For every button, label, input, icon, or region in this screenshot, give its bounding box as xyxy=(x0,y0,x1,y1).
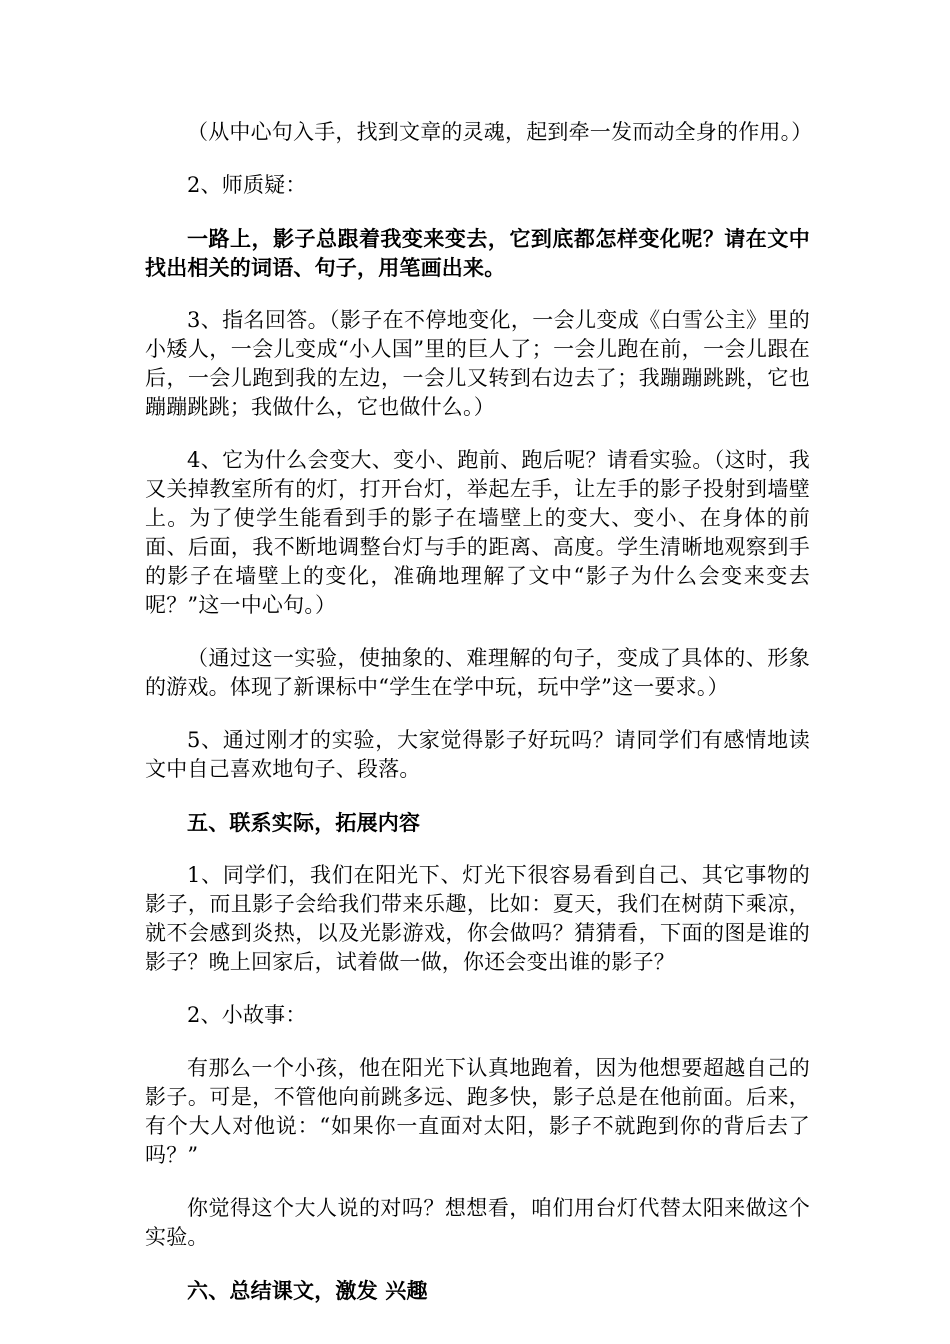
paragraph-shadow-fun: 1、同学们，我们在阳光下、灯光下很容易看到自己、其它事物的影子，而且影子会给我们带来乐趣，比如：夏天，我们在树荫下乘凉，就不会感到炎热，以及光影游戏，你会做吗？猜猜看，下面的图是谁的影子？晚上回家后，试着做一做，你还会变出谁的影子？ xyxy=(145,863,810,974)
paragraph-read-aloud: 5、通过刚才的实验，大家觉得影子好玩吗？请同学们有感情地读文中自己喜欢地句子、段落。 xyxy=(145,728,810,781)
paragraph-note-central-sentence: （从中心句入手，找到文章的灵魂，起到牵一发而动全身的作用。） xyxy=(187,120,813,144)
document-page xyxy=(145,118,813,1329)
section-heading-extend: 五、联系实际，拓展内容 xyxy=(187,810,421,835)
section-heading-summary: 六、总结课文，激发 兴趣 xyxy=(187,1278,428,1303)
paragraph-story: 有那么一个小孩，他在阳光下认真地跑着，因为他想要超越自己的影子。可是，不管他向前跳多远、跑多快，影子总是在他前面。后来，有个大人对他说：“如果你一直面对太阳，影子不就跑到你的背后去了吗？” xyxy=(145,1056,810,1167)
paragraph-experiment-note: （通过这一实验，使抽象的、难理解的句子，变成了具体的、形象的游戏。体现了新课标中“学生在学中玩，玩中学”这一要求。） xyxy=(145,646,810,699)
paragraph-teacher-question-label: 2、师质疑： xyxy=(187,173,307,197)
paragraph-story-question: 你觉得这个大人说的对吗？想想看，咱们用台灯代替太阳来做这个实验。 xyxy=(145,1196,810,1249)
paragraph-teacher-question: 一路上，影子总跟着我变来变去，它到底都怎样变化呢？请在文中找出相关的词语、句子，用笔画出来。 xyxy=(145,226,810,280)
paragraph-answer: 3、指名回答。（影子在不停地变化，一会儿变成《白雪公主》里的小矮人，一会儿变成“小人国”里的巨人了；一会儿跑在前，一会儿跟在后，一会儿跑到我的左边，一会儿又转到右边去了；我蹦蹦跳跳，它也蹦蹦跳跳；我做什么，它也做什么。） xyxy=(145,308,810,419)
paragraph-experiment: 4、它为什么会变大、变小、跑前、跑后呢？请看实验。（这时，我又关掉教室所有的灯，打开台灯，举起左手，让左手的影子投射到墙壁上。为了使学生能看到手的影子在墙壁上的变大、变小、在身体的前面、后面，我不断地调整台灯与手的距离、高度。学生清晰地观察到手的影子在墙壁上的变化，准确地理解了文中“影子为什么会变来变去呢？”这一中心句。） xyxy=(145,448,810,617)
paragraph-story-label: 2、小故事： xyxy=(187,1003,307,1027)
